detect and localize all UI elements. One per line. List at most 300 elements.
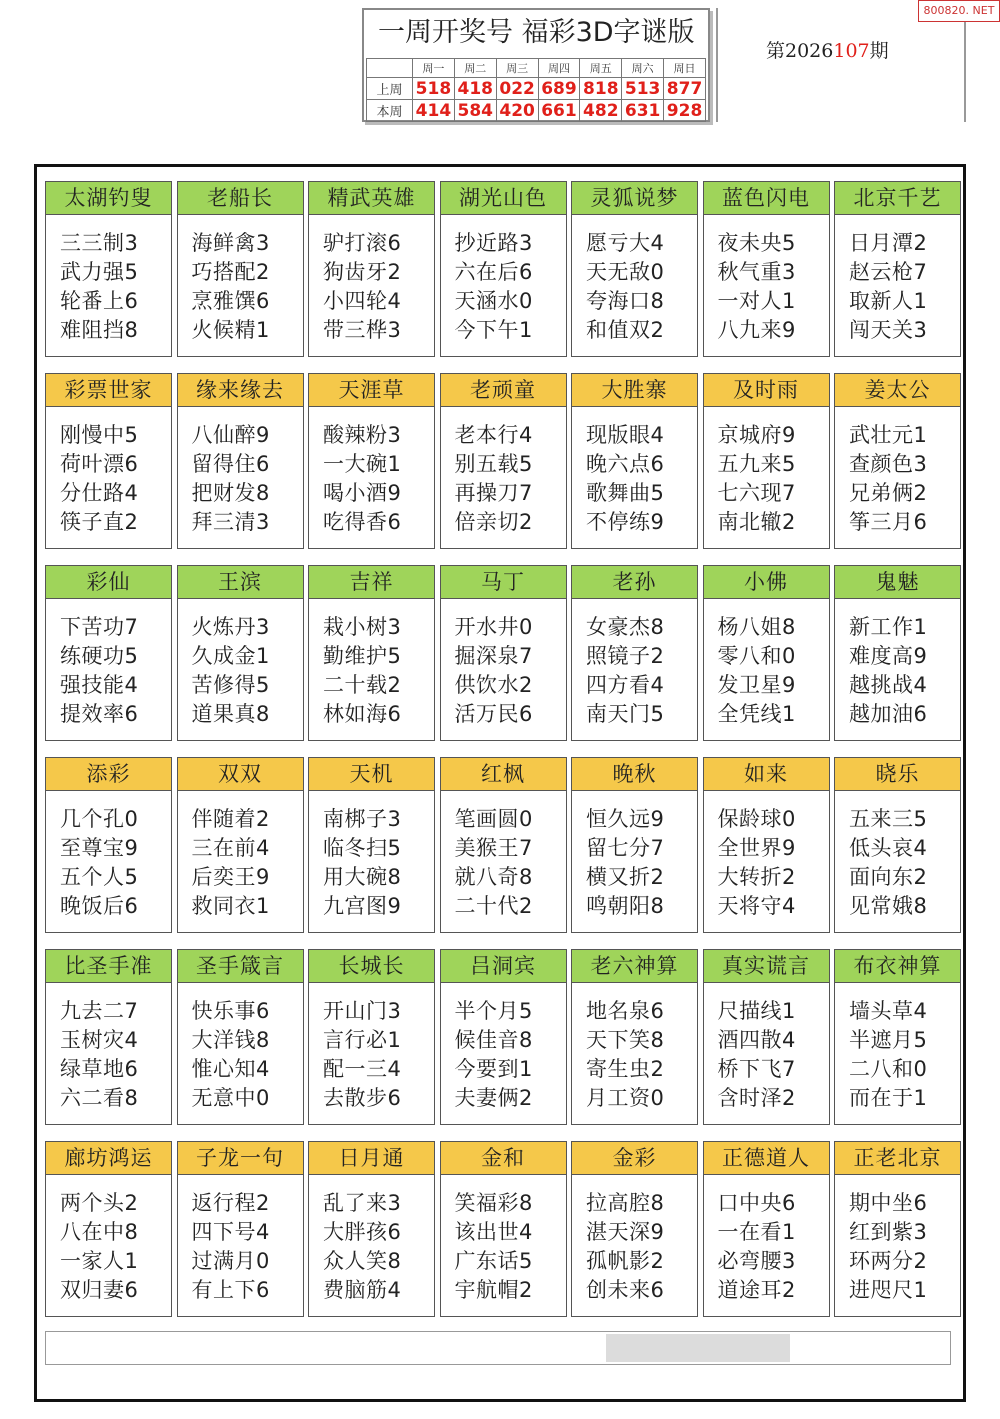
card-author: 圣手箴言 (178, 950, 303, 983)
riddle-line: 狗齿牙2 (323, 260, 402, 284)
riddle-line: 三三制3 (60, 231, 139, 255)
riddle-line: 勤维护5 (323, 644, 402, 668)
riddle-line: 武力强5 (60, 260, 139, 284)
riddle-line: 掘深泉7 (454, 644, 533, 668)
riddle-line: 二十载2 (323, 673, 402, 697)
riddle-line: 火炼丹3 (191, 615, 270, 639)
card-riddle-lines (309, 407, 434, 548)
riddle-line: 巧搭配2 (191, 260, 270, 284)
card-author: 吉祥 (309, 566, 434, 599)
row-label: 上周 (367, 78, 413, 100)
card-riddle-lines (572, 1175, 697, 1316)
riddle-line: 练硬功5 (60, 644, 139, 668)
card-riddle-lines (835, 599, 960, 740)
riddle-line: 天将守4 (717, 894, 796, 918)
riddle-card (308, 565, 435, 741)
riddle-line: 返行程2 (191, 1191, 270, 1215)
riddle-line: 愿亏大4 (586, 231, 665, 255)
card-author: 添彩 (46, 758, 171, 791)
day-label: 周六 (622, 59, 664, 78)
riddle-line: 供饮水2 (454, 673, 533, 697)
card-author: 蓝色闪电 (704, 182, 829, 215)
card-riddle-lines (835, 983, 960, 1124)
riddle-line: 横又折2 (586, 865, 665, 889)
riddle-line: 天涵水0 (454, 289, 533, 313)
card-author: 长城长 (309, 950, 434, 983)
card-author: 晓乐 (835, 758, 960, 791)
card-author: 吕洞宾 (441, 950, 566, 983)
card-author: 王滨 (178, 566, 303, 599)
card-author: 如来 (704, 758, 829, 791)
card-riddle-lines (704, 1175, 829, 1316)
card-riddle-lines (46, 1175, 171, 1316)
card-author: 大胜寨 (572, 374, 697, 407)
riddle-line: 兄弟俩2 (849, 481, 928, 505)
riddle-card (177, 181, 304, 357)
card-author: 鬼魅 (835, 566, 960, 599)
riddle-line: 难阻挡8 (60, 318, 139, 342)
riddle-line: 乱了来3 (323, 1191, 402, 1215)
riddle-line: 提效率6 (60, 702, 139, 726)
riddle-line: 久成金1 (191, 644, 270, 668)
card-author: 及时雨 (704, 374, 829, 407)
card-riddle-lines (441, 1175, 566, 1316)
riddle-line: 就八奇8 (454, 865, 533, 889)
draw-number: 513 (622, 78, 664, 100)
riddle-line: 苦修得5 (191, 673, 270, 697)
draw-number: 584 (454, 100, 496, 122)
riddle-line: 有上下6 (191, 1278, 270, 1302)
riddle-line: 酸辣粉3 (323, 423, 402, 447)
card-author: 金彩 (572, 1142, 697, 1175)
riddle-line: 九宫图9 (323, 894, 402, 918)
riddle-line: 过满月0 (191, 1249, 270, 1273)
riddle-line: 两个头2 (60, 1191, 139, 1215)
card-riddle-lines (441, 215, 566, 356)
riddle-line: 别五载5 (454, 452, 533, 476)
riddle-line: 二十代2 (454, 894, 533, 918)
draw-number: 418 (454, 78, 496, 100)
riddle-line: 南梆子3 (323, 807, 402, 831)
riddle-line: 五九来5 (717, 452, 796, 476)
riddle-card (177, 373, 304, 549)
riddle-line: 海鲜禽3 (191, 231, 270, 255)
riddle-line: 去散步6 (323, 1086, 402, 1110)
riddle-line: 低头哀4 (849, 836, 928, 860)
riddle-line: 下苦功7 (60, 615, 139, 639)
issue-panel (716, 8, 966, 122)
riddle-card (308, 1141, 435, 1317)
riddle-line: 秋气重3 (717, 260, 796, 284)
card-riddle-lines (704, 215, 829, 356)
card-riddle-lines (178, 791, 303, 932)
riddle-line: 开山门3 (323, 999, 402, 1023)
issue-suffix: 期 (869, 40, 889, 62)
card-riddle-lines (835, 1175, 960, 1316)
riddle-card (440, 373, 567, 549)
riddle-line: 鸣朝阳8 (586, 894, 665, 918)
card-riddle-lines (704, 599, 829, 740)
riddle-line: 创未来6 (586, 1278, 665, 1302)
riddle-line: 配一三4 (323, 1057, 402, 1081)
riddle-line: 女豪杰8 (586, 615, 665, 639)
riddle-line: 大转折2 (717, 865, 796, 889)
card-riddle-lines (178, 983, 303, 1124)
footer-bar (45, 1331, 951, 1365)
riddle-card (571, 373, 698, 549)
riddle-line: 晚饭后6 (60, 894, 139, 918)
card-author: 子龙一句 (178, 1142, 303, 1175)
riddle-card (308, 181, 435, 357)
riddle-line: 强技能4 (60, 673, 139, 697)
riddle-line: 半个月5 (454, 999, 533, 1023)
riddle-line: 该出世4 (454, 1220, 533, 1244)
card-riddle-lines (572, 791, 697, 932)
riddle-line: 费脑筋4 (323, 1278, 402, 1302)
last-week-row (367, 78, 706, 100)
riddle-line: 开水井0 (454, 615, 533, 639)
card-author: 老船长 (178, 182, 303, 215)
card-riddle-lines (441, 407, 566, 548)
riddle-line: 含时泽2 (717, 1086, 796, 1110)
riddle-line: 留得住6 (191, 452, 270, 476)
riddle-card (703, 565, 830, 741)
panel-title: 一周开奖号 福彩3D字谜版 (378, 17, 695, 48)
riddle-line: 二八和0 (849, 1057, 928, 1081)
riddle-line: 零八和0 (717, 644, 796, 668)
riddle-card (308, 757, 435, 933)
card-riddle-lines (704, 791, 829, 932)
riddle-card (834, 181, 961, 357)
riddle-line: 惟心知4 (191, 1057, 270, 1081)
riddle-line: 越挑战4 (849, 673, 928, 697)
weekly-draw-panel (362, 8, 710, 122)
card-riddle-lines (835, 407, 960, 548)
riddle-line: 救同衣1 (191, 894, 270, 918)
riddle-line: 倍亲切2 (454, 510, 533, 534)
riddle-line: 难度高9 (849, 644, 928, 668)
riddle-line: 天下笑8 (586, 1028, 665, 1052)
riddle-line: 再操刀7 (454, 481, 533, 505)
day-label: 周一 (413, 59, 455, 78)
riddle-line: 刚慢中5 (60, 423, 139, 447)
card-riddle-lines (309, 599, 434, 740)
riddle-line: 一大碗1 (323, 452, 402, 476)
card-author: 小佛 (704, 566, 829, 599)
riddle-line: 一在看1 (717, 1220, 796, 1244)
riddle-card (177, 565, 304, 741)
riddle-line: 闯天关3 (849, 318, 928, 342)
draw-number: 661 (538, 100, 580, 122)
riddle-line: 查颜色3 (849, 452, 928, 476)
riddle-line: 双归妻6 (60, 1278, 139, 1302)
riddle-line: 晚六点6 (586, 452, 665, 476)
riddle-line: 用大碗8 (323, 865, 402, 889)
issue-number: 107 (833, 40, 870, 62)
draw-number: 818 (580, 78, 622, 100)
card-riddle-lines (835, 791, 960, 932)
riddle-line: 临冬扫5 (323, 836, 402, 860)
riddle-line: 烹雅馔6 (191, 289, 270, 313)
card-author: 天涯草 (309, 374, 434, 407)
riddle-card (834, 565, 961, 741)
draw-number: 631 (622, 100, 664, 122)
riddle-line: 夸海口8 (586, 289, 665, 313)
day-label: 周五 (580, 59, 622, 78)
card-author: 比圣手准 (46, 950, 171, 983)
card-riddle-lines (309, 983, 434, 1124)
riddle-line: 筷子直2 (60, 510, 139, 534)
riddle-line: 几个孔0 (60, 807, 139, 831)
card-riddle-lines (46, 599, 171, 740)
riddle-line: 南北辙2 (717, 510, 796, 534)
card-author: 红枫 (441, 758, 566, 791)
footer-gray-segment (606, 1334, 790, 1362)
day-label: 周日 (664, 59, 706, 78)
riddle-card (177, 757, 304, 933)
riddle-line: 五来三5 (849, 807, 928, 831)
riddle-line: 三在前4 (191, 836, 270, 860)
card-author: 马丁 (441, 566, 566, 599)
riddle-card (571, 1141, 698, 1317)
draw-number: 022 (496, 78, 538, 100)
riddle-line: 地名泉6 (586, 999, 665, 1023)
day-label: 周二 (454, 59, 496, 78)
riddle-card (45, 949, 172, 1125)
riddle-line: 大胖孩6 (323, 1220, 402, 1244)
riddle-line: 月工资0 (586, 1086, 665, 1110)
issue-label (766, 36, 889, 63)
card-riddle-lines (441, 983, 566, 1124)
card-riddle-lines (178, 1175, 303, 1316)
card-author: 正老北京 (835, 1142, 960, 1175)
riddle-line: 赵云枪7 (849, 260, 928, 284)
riddle-line: 把财发8 (191, 481, 270, 505)
riddle-line: 红到紫3 (849, 1220, 928, 1244)
riddle-card (571, 949, 698, 1125)
riddle-line: 栽小树3 (323, 615, 402, 639)
riddle-line: 南天门5 (586, 702, 665, 726)
riddle-line: 酒四散4 (717, 1028, 796, 1052)
card-riddle-lines (46, 215, 171, 356)
card-riddle-lines (178, 407, 303, 548)
riddle-card (703, 757, 830, 933)
riddle-line: 半遮月5 (849, 1028, 928, 1052)
riddle-line: 见常娥8 (849, 894, 928, 918)
card-author: 天机 (309, 758, 434, 791)
draw-number: 420 (496, 100, 538, 122)
draw-number: 689 (538, 78, 580, 100)
riddle-grid-frame (34, 164, 966, 1402)
riddle-line: 夫妻俩2 (454, 1086, 533, 1110)
card-riddle-lines (441, 599, 566, 740)
corner-cell (367, 59, 413, 78)
draw-number: 928 (664, 100, 706, 122)
riddle-grid (45, 181, 959, 1317)
riddle-line: 轮番上6 (60, 289, 139, 313)
card-author: 金和 (441, 1142, 566, 1175)
card-riddle-lines (309, 215, 434, 356)
riddle-line: 八九来9 (717, 318, 796, 342)
riddle-line: 宇航帽2 (454, 1278, 533, 1302)
card-author: 双双 (178, 758, 303, 791)
issue-prefix: 第2026 (766, 40, 834, 62)
card-author: 灵狐说梦 (572, 182, 697, 215)
riddle-card (834, 1141, 961, 1317)
riddle-line: 京城府9 (717, 423, 796, 447)
riddle-line: 火候精1 (191, 318, 270, 342)
card-author: 布衣神算 (835, 950, 960, 983)
riddle-line: 至尊宝9 (60, 836, 139, 860)
card-riddle-lines (704, 407, 829, 548)
riddle-line: 全世界9 (717, 836, 796, 860)
riddle-line: 新工作1 (849, 615, 928, 639)
card-author: 真实谎言 (704, 950, 829, 983)
card-author: 老六神算 (572, 950, 697, 983)
card-riddle-lines (572, 215, 697, 356)
card-riddle-lines (572, 407, 697, 548)
riddle-line: 八在中8 (60, 1220, 139, 1244)
card-author: 彩票世家 (46, 374, 171, 407)
riddle-line: 玉树灾4 (60, 1028, 139, 1052)
riddle-line: 大洋钱8 (191, 1028, 270, 1052)
riddle-line: 留七分7 (586, 836, 665, 860)
card-riddle-lines (46, 407, 171, 548)
draw-results-table (366, 58, 706, 122)
riddle-line: 越加油6 (849, 702, 928, 726)
riddle-card (177, 1141, 304, 1317)
day-header-row (367, 59, 706, 78)
riddle-line: 小四轮4 (323, 289, 402, 313)
day-label: 周四 (538, 59, 580, 78)
riddle-line: 进咫尺1 (849, 1278, 928, 1302)
riddle-line: 候佳音8 (454, 1028, 533, 1052)
riddle-line: 必弯腰3 (717, 1249, 796, 1273)
riddle-line: 歌舞曲5 (586, 481, 665, 505)
riddle-line: 抄近路3 (454, 231, 533, 255)
riddle-line: 取新人1 (849, 289, 928, 313)
riddle-line: 道途耳2 (717, 1278, 796, 1302)
riddle-line: 恒久远9 (586, 807, 665, 831)
riddle-card (45, 565, 172, 741)
riddle-line: 吃得香6 (323, 510, 402, 534)
card-riddle-lines (178, 215, 303, 356)
site-badge[interactable]: 800820. NET (918, 0, 1000, 22)
riddle-line: 道果真8 (191, 702, 270, 726)
riddle-line: 林如海6 (323, 702, 402, 726)
riddle-line: 墙头草4 (849, 999, 928, 1023)
riddle-line: 拜三清3 (191, 510, 270, 534)
riddle-line: 九去二7 (60, 999, 139, 1023)
riddle-line: 寄生虫2 (586, 1057, 665, 1081)
riddle-line: 美猴王7 (454, 836, 533, 860)
riddle-line: 八仙醉9 (191, 423, 270, 447)
riddle-line: 一对人1 (717, 289, 796, 313)
riddle-card (440, 1141, 567, 1317)
riddle-card (703, 181, 830, 357)
riddle-line: 分仕路4 (60, 481, 139, 505)
riddle-line: 今下午1 (454, 318, 533, 342)
card-author: 老孙 (572, 566, 697, 599)
card-riddle-lines (704, 983, 829, 1124)
riddle-card (440, 757, 567, 933)
riddle-line: 拉高腔8 (586, 1191, 665, 1215)
riddle-line: 照镜子2 (586, 644, 665, 668)
riddle-line: 广东话5 (454, 1249, 533, 1273)
riddle-line: 伴随着2 (191, 807, 270, 831)
riddle-line: 四下号4 (191, 1220, 270, 1244)
riddle-line: 全凭线1 (717, 702, 796, 726)
riddle-card (308, 373, 435, 549)
riddle-line: 众人笑8 (323, 1249, 402, 1273)
riddle-card (703, 1141, 830, 1317)
riddle-line: 四方看4 (586, 673, 665, 697)
riddle-card (571, 757, 698, 933)
card-riddle-lines (835, 215, 960, 356)
riddle-card (177, 949, 304, 1125)
riddle-line: 口中央6 (717, 1191, 796, 1215)
riddle-card (440, 565, 567, 741)
riddle-line: 日月潭2 (849, 231, 928, 255)
card-riddle-lines (572, 983, 697, 1124)
card-riddle-lines (46, 791, 171, 932)
card-author: 北京千艺 (835, 182, 960, 215)
riddle-line: 现版眼4 (586, 423, 665, 447)
riddle-card (571, 565, 698, 741)
riddle-line: 和值双2 (586, 318, 665, 342)
row-label: 本周 (367, 100, 413, 122)
card-riddle-lines (46, 983, 171, 1124)
riddle-line: 筝三月6 (849, 510, 928, 534)
riddle-line: 活万民6 (454, 702, 533, 726)
riddle-line: 湛天深9 (586, 1220, 665, 1244)
card-riddle-lines (441, 791, 566, 932)
card-author: 晚秋 (572, 758, 697, 791)
riddle-line: 绿草地6 (60, 1057, 139, 1081)
card-author: 姜太公 (835, 374, 960, 407)
riddle-card (834, 757, 961, 933)
draw-number: 414 (413, 100, 455, 122)
riddle-card (571, 181, 698, 357)
riddle-line: 发卫星9 (717, 673, 796, 697)
riddle-card (834, 373, 961, 549)
draw-number: 518 (413, 78, 455, 100)
riddle-line: 一家人1 (60, 1249, 139, 1273)
riddle-line: 今要到1 (454, 1057, 533, 1081)
riddle-card (440, 181, 567, 357)
card-author: 太湖钓叟 (46, 182, 171, 215)
riddle-line: 杨八姐8 (717, 615, 796, 639)
this-week-row (367, 100, 706, 122)
riddle-line: 无意中0 (191, 1086, 270, 1110)
riddle-line: 桥下飞7 (717, 1057, 796, 1081)
card-author: 廊坊鸿运 (46, 1142, 171, 1175)
riddle-card (45, 1141, 172, 1317)
riddle-line: 天无敌0 (586, 260, 665, 284)
card-author: 老顽童 (441, 374, 566, 407)
card-author: 湖光山色 (441, 182, 566, 215)
riddle-line: 笑福彩8 (454, 1191, 533, 1215)
draw-number: 482 (580, 100, 622, 122)
card-author: 日月通 (309, 1142, 434, 1175)
riddle-card (834, 949, 961, 1125)
riddle-card (308, 949, 435, 1125)
riddle-line: 荷叶漂6 (60, 452, 139, 476)
riddle-line: 夜未央5 (717, 231, 796, 255)
card-riddle-lines (309, 791, 434, 932)
riddle-card (440, 949, 567, 1125)
riddle-line: 武壮元1 (849, 423, 928, 447)
